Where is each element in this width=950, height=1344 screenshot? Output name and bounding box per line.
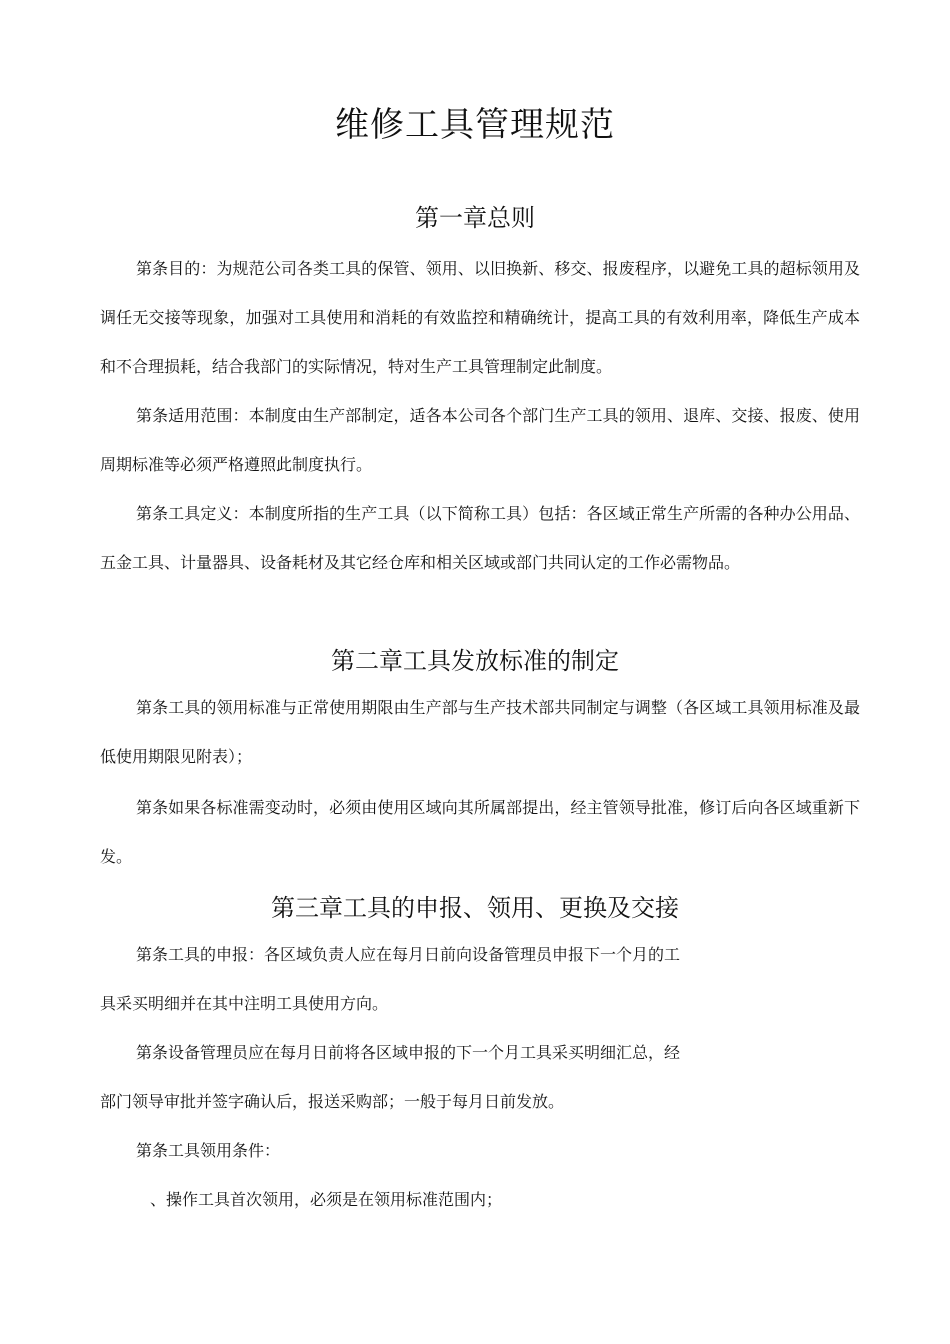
- chapter-3-heading: 第三章工具的申报、领用、更换及交接: [271, 894, 679, 922]
- chapter-3-paragraph-summary-line-2: 部门领导审批并签字确认后，报送采购部；一般于每月日前发放。: [100, 1092, 565, 1111]
- chapter-3-list-item: 、操作工具首次领用，必须是在领用标准范围内；: [150, 1190, 503, 1209]
- chapter-3-paragraph-declaration-line-1: 第条工具的申报：各区域负责人应在每月日前向设备管理员申报下一个月的工: [136, 945, 681, 964]
- chapter-3-paragraph-conditions: 第条工具领用条件：: [136, 1141, 281, 1160]
- chapter-3-paragraph-declaration-line-2: 具采买明细并在其中注明工具使用方向。: [100, 994, 389, 1013]
- chapter-1-paragraph-purpose: 第条目的：为规范公司各类工具的保管、领用、以旧换新、移交、报废程序，以避免工具的超标领用及调任无交接等现象，加强对工具使用和消耗的有效监控和精确统计，提高工具的有效利用率，降低生产成本和不合理损耗，结合我部门的实际情况，特对生产工具管理制定此制度。: [100, 259, 860, 376]
- chapter-2-paragraph-standards: 第条工具的领用标准与正常使用期限由生产部与生产技术部共同制定与调整（各区域工具领用标准及最低使用期限见附表）；: [100, 698, 860, 766]
- chapter-1-heading: 第一章总则: [415, 204, 535, 232]
- chapter-3-paragraph-summary-line-1: 第条设备管理员应在每月日前将各区域申报的下一个月工具采买明细汇总，经: [136, 1043, 681, 1062]
- chapter-2-heading: 第二章工具发放标准的制定: [331, 647, 619, 675]
- chapter-1-paragraph-definition: 第条工具定义：本制度所指的生产工具（以下简称工具）包括：各区域正常生产所需的各种办公用品、五金工具、计量器具、设备耗材及其它经仓库和相关区域或部门共同认定的工作必需物品。: [100, 504, 860, 572]
- document-title: 维修工具管理规范: [335, 105, 615, 145]
- chapter-1-paragraph-scope: 第条适用范围：本制度由生产部制定，适各本公司各个部门生产工具的领用、退库、交接、报废、使用周期标准等必须严格遵照此制度执行。: [100, 406, 860, 474]
- chapter-2-paragraph-changes: 第条如果各标准需变动时，必须由使用区域向其所属部提出，经主管领导批准，修订后向各区域重新下发。: [100, 798, 860, 866]
